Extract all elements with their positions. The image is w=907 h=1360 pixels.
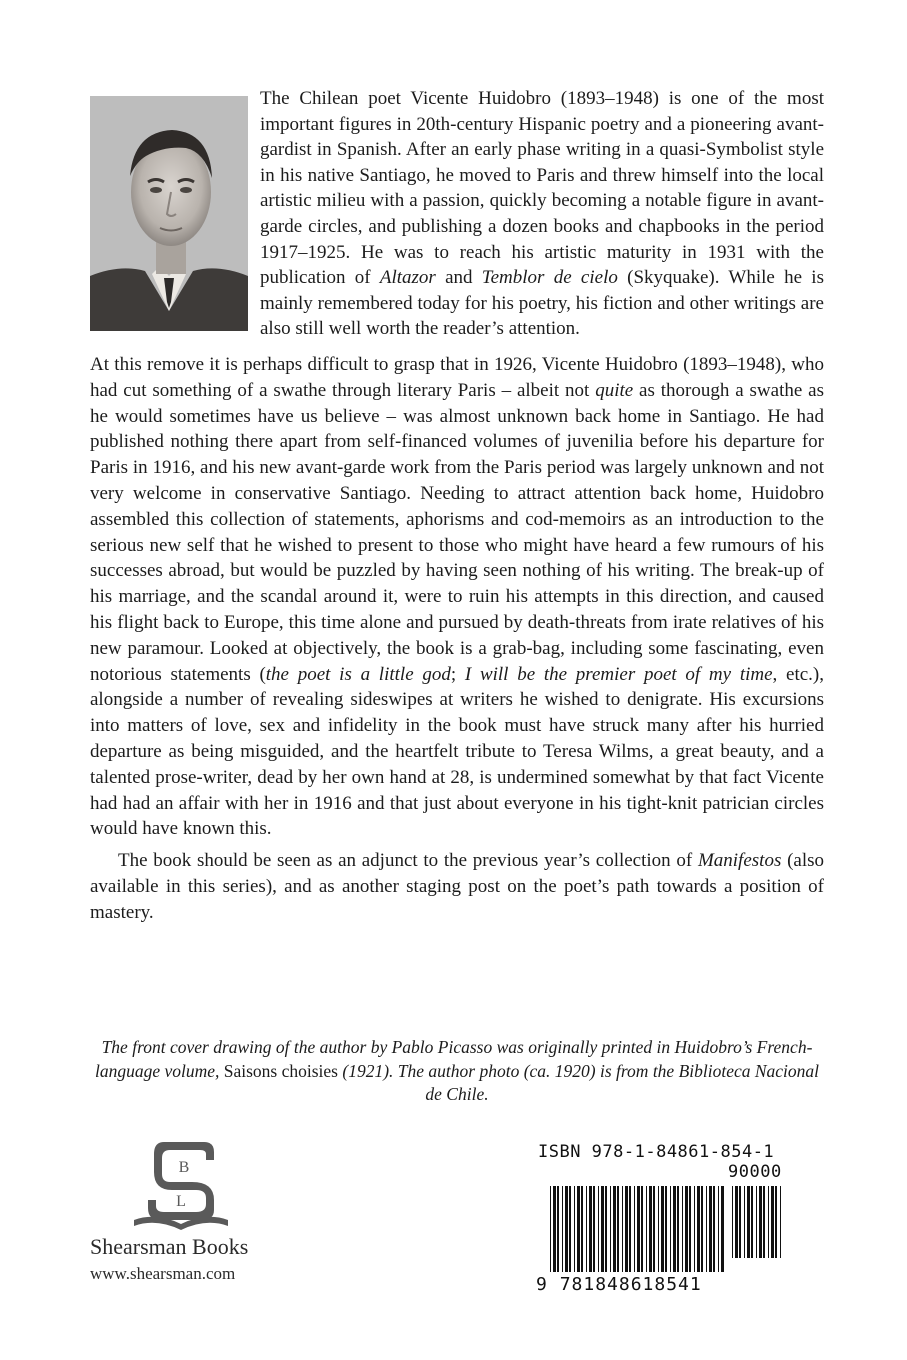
barcode-bar [653, 1186, 655, 1272]
barcode-bar [718, 1186, 719, 1272]
barcode-bar [768, 1186, 769, 1258]
barcode-bar [763, 1186, 765, 1258]
barcode-bar [613, 1186, 616, 1272]
barcode-bar [601, 1186, 604, 1272]
logo-letter-b: B [178, 1159, 190, 1176]
barcode-bar [701, 1186, 703, 1272]
barcode-bar [694, 1186, 695, 1272]
barcode-bar [747, 1186, 750, 1258]
barcode-bar [713, 1186, 715, 1272]
ean-digits [536, 1274, 736, 1295]
barcode-bar [751, 1186, 753, 1258]
barcode-bar [589, 1186, 592, 1272]
barcode-bar [622, 1186, 623, 1272]
barcode-bar [709, 1186, 712, 1272]
barcode-bar [574, 1186, 575, 1272]
barcode-bar [744, 1186, 745, 1258]
image-credits: The front cover drawing of the author by Pablo Picasso was originally printed in Huidobro’s French-language volume, Saisons choisies (1921). The author photo (ca. 1920) is from the Biblioteca Nacional de Chile. [94, 1037, 820, 1104]
ean-lead-digit: 9 [536, 1274, 548, 1295]
barcode-bar [771, 1186, 774, 1258]
barcode-bar [721, 1186, 724, 1272]
barcode-bar [593, 1186, 595, 1272]
barcode-bar [661, 1186, 664, 1272]
barcode-bar [697, 1186, 700, 1272]
barcode-bar [598, 1186, 599, 1272]
barcode-bar [646, 1186, 647, 1272]
barcode-bar [605, 1186, 607, 1272]
description-paragraph-2: The book should be seen as an adjunct to the previous year’s collection of Manifestos (also available in this series), and as another staging post on the poet’s path towards a position of mastery. [90, 850, 824, 923]
barcode-bar [641, 1186, 643, 1272]
description-paragraph-1: At this remove it is perhaps difficult to grasp that in 1926, Vicente Huidobro (1893–1948), who had cut something of a swathe through literary Paris – albeit not quite as thorough a swathe as he would sometimes have us believe – was almost unknown back home in Santiago. He had published nothing there apart from self-financed volumes of juvenilia before his departure for Paris in 1916, and his new avant-garde work from the Paris period was largely unknown and not very welcome in conservative Santiago. Needing to attract attention back home, Huidobro assembled this collection of statements, aphorisms and cod-memoirs as an introduction to the serious new self that he wished to present to those who might have heard a few rumours of his successes abroad, but would be puzzled by having seen nothing of his writing. The break-up of his marriage, and the scandal around it, were to ruin his attempts in this direction, and caused his flight back to Europe, this time alone and pursued by death-threats from irate relatives of his new paramour. Looked at objectively, the book is a grab-bag, including some fascinating, even notorious statements (the poet is a little god; I will be the premier poet of my time, etc.), alongside a number of revealing sideswipes at writers he wished to denigrate. His excursions into matters of love, sex and infidelity in the book must have struck many after his hurried departure as being misguided, and the heartfelt tribute to Teresa Wilms, a great beauty, and a talented prose-writer, dead by her own hand at 28, is undermined somewhat by that fact Vicente had had an affair with her in 1916 and that just about everyone in his tight-knit patrician circles would have known this. [90, 354, 824, 840]
author-bio: The Chilean poet Vicente Huidobro (1893–1948) is one of the most important figures in 20th-century Hispanic poetry and a pioneering avant-gardist in Spanish. After an early phase writing in a quasi-Symbolist style in his native Santiago, he moved to Paris and threw himself into the local artistic milieu with a passion, quickly becoming a notable figure in avant-garde circles, and publishing a dozen books and chapbooks in the period 1917–1925. He was to reach his artistic maturity in 1931 with the publication of Altazor and Temblor de cielo (Skyquake). While he is mainly remembered today for his poetry, his fiction and other writings are also still well worth the reader’s attention. [260, 88, 824, 340]
barcode-bar [775, 1186, 777, 1258]
barcode-bar [565, 1186, 568, 1272]
publisher-url[interactable]: www.shearsman.com [90, 1264, 236, 1283]
barcode-bar [689, 1186, 691, 1272]
barcode-bar [553, 1186, 556, 1272]
author-photo [90, 96, 248, 331]
barcode-bar [581, 1186, 583, 1272]
barcode-bar [665, 1186, 667, 1272]
shearsman-logo-icon [126, 1140, 236, 1230]
barcode-bar [739, 1186, 741, 1258]
barcode-bar [637, 1186, 640, 1272]
barcode-bar [634, 1186, 635, 1272]
barcode-bar [629, 1186, 631, 1272]
barcode-bar [673, 1186, 676, 1272]
barcode-bars [536, 1186, 784, 1278]
price-code: 90000 [728, 1162, 782, 1182]
barcode-bar [706, 1186, 707, 1272]
barcode-bar [732, 1186, 733, 1258]
barcode-bar [586, 1186, 587, 1272]
barcode-bar [759, 1186, 762, 1258]
barcode-bar [670, 1186, 671, 1272]
barcode-bar [780, 1186, 781, 1258]
barcode-bar [756, 1186, 757, 1258]
publisher-name: Shearsman Books [90, 1234, 249, 1259]
barcode-bar [682, 1186, 683, 1272]
ean-main-digits: 781848618541 [559, 1274, 702, 1295]
barcode-bar [577, 1186, 580, 1272]
barcode-bar [677, 1186, 679, 1272]
isbn-label: ISBN 978-1-84861-854-1 [538, 1142, 775, 1162]
barcode-bar [735, 1186, 738, 1258]
barcode-bar [562, 1186, 563, 1272]
barcode-bar [550, 1186, 551, 1272]
barcode-bar [625, 1186, 628, 1272]
barcode-bar [617, 1186, 619, 1272]
book-description [90, 352, 824, 926]
barcode-bar [610, 1186, 611, 1272]
publisher-block [90, 1140, 270, 1290]
isbn-barcode [536, 1142, 784, 1312]
logo-letter-l: L [176, 1193, 186, 1210]
barcode-bar [569, 1186, 571, 1272]
barcode-bar [557, 1186, 559, 1272]
barcode-bar [658, 1186, 659, 1272]
barcode-bar [649, 1186, 652, 1272]
barcode-bar [685, 1186, 688, 1272]
